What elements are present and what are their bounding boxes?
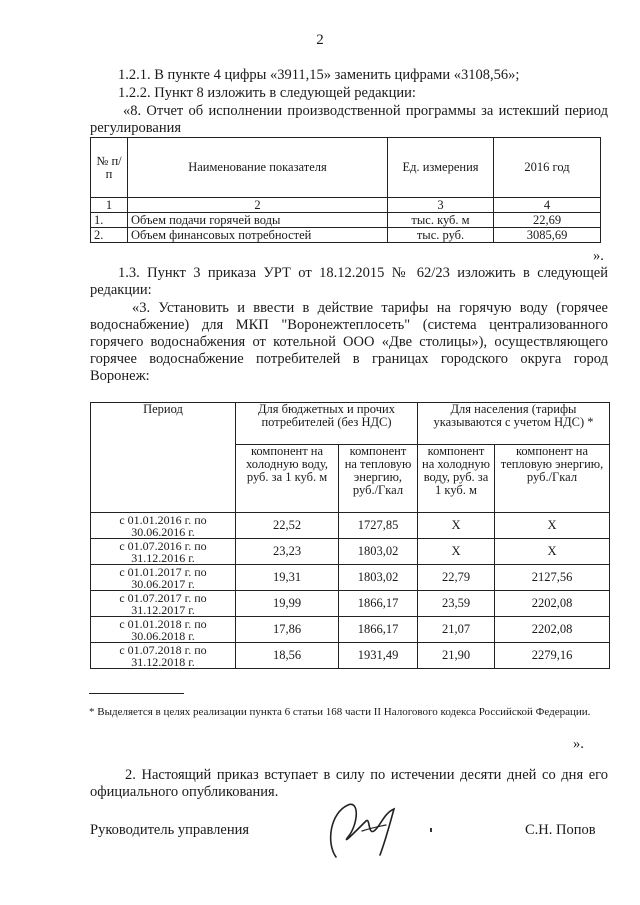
cell-cold-water-population: 23,59 — [418, 591, 495, 617]
cell-value: 22,69 — [494, 213, 601, 228]
clause-8-line-1: «8. Отчет об исполнении производственной программы за истекший период — [123, 103, 608, 119]
cell-cold-water-population: Х — [418, 513, 495, 539]
col-number-1: 1 — [91, 198, 128, 213]
col-number-4: 4 — [494, 198, 601, 213]
header-cold-water-budget: компонент на холодную воду, руб. за 1 куб. м — [236, 445, 339, 513]
cell-cold-water-budget: 19,99 — [236, 591, 339, 617]
cell-cold-water-budget: 18,56 — [236, 643, 339, 669]
clause-1-2-1: 1.2.1. В пункте 4 цифры «3911,15» заменить цифрами «3108,56»; — [118, 67, 520, 83]
cell-heat-energy-budget: 1803,02 — [339, 539, 418, 565]
cell-cold-water-budget: 23,23 — [236, 539, 339, 565]
header-population: Для населения (тарифы указываются с учетом НДС) * — [418, 403, 610, 445]
cell-cold-water-population: 22,79 — [418, 565, 495, 591]
cell-period: с 01.07.2017 г. по 31.12.2017 г. — [91, 591, 236, 617]
header-number: № п/п — [91, 138, 128, 198]
header-year: 2016 год — [494, 138, 601, 198]
cell-heat-energy-budget: 1727,85 — [339, 513, 418, 539]
clause-8-paragraph — [90, 103, 608, 137]
table-row — [91, 513, 610, 539]
cell-indicator: Объем финансовых потребностей — [128, 228, 388, 243]
tariff-header-row-1 — [91, 403, 610, 445]
signature-mark — [430, 828, 432, 832]
footnote-divider — [89, 693, 184, 694]
table-column-numbers-row — [91, 198, 601, 213]
cell-index: 1. — [91, 213, 128, 228]
clause-1-3-line-1: 1.3. Пункт 3 приказа УРТ от 18.12.2015 № 62/23 изложить в следующей — [118, 265, 608, 281]
clause-3-paragraph — [90, 300, 608, 385]
clause-3-line-2: водоснабжение) для МКП "Воронежтеплосеть" (система централизованного — [90, 317, 608, 333]
clause-8-line-2: регулирования — [90, 120, 182, 136]
col-number-2: 2 — [128, 198, 388, 213]
header-heat-energy-budget: компонент на тепловую энергию, руб./Гкал — [339, 445, 418, 513]
cell-cold-water-population: 21,07 — [418, 617, 495, 643]
cell-heat-energy-population: 2127,56 — [495, 565, 610, 591]
clause-3-line-1: «3. Установить и ввести в действие тарифы на горячую воду (горячее — [132, 300, 608, 316]
tariff-table — [90, 402, 610, 669]
cell-indicator: Объем подачи горячей воды — [128, 213, 388, 228]
table-row — [91, 617, 610, 643]
cell-heat-energy-population: 2202,08 — [495, 591, 610, 617]
cell-period: с 01.01.2018 г. по 30.06.2018 г. — [91, 617, 236, 643]
clause-1-3-line-2: редакции: — [90, 282, 152, 298]
header-heat-energy-population: компонент на тепловую энергию, руб./Гкал — [495, 445, 610, 513]
cell-cold-water-population: 21,90 — [418, 643, 495, 669]
table-header-row — [91, 138, 601, 198]
header-cold-water-population: компонент на холодную воду, руб. за 1 куб. м — [418, 445, 495, 513]
col-number-3: 3 — [388, 198, 494, 213]
cell-cold-water-budget: 17,86 — [236, 617, 339, 643]
table1-closing-quote: ». — [593, 248, 604, 264]
cell-unit: тыс. куб. м — [388, 213, 494, 228]
signatory-name: С.Н. Попов — [525, 822, 596, 838]
table-row — [91, 228, 601, 243]
production-program-table — [90, 137, 601, 243]
footnote: * Выделяется в целях реализации пункта 6 статьи 168 части II Налогового кодекса Российской Федерации. — [89, 706, 591, 718]
clause-3-line-5: Воронеж: — [90, 368, 150, 384]
cell-index: 2. — [91, 228, 128, 243]
clause-3-line-3: горячего водоснабжения от котельной ООО «Две столицы»), осуществляющего — [90, 334, 608, 350]
handwritten-signature — [318, 795, 418, 865]
table-row — [91, 643, 610, 669]
cell-period: с 01.07.2018 г. по 31.12.2018 г. — [91, 643, 236, 669]
clause-2-line-2: официального опубликования. — [90, 784, 279, 800]
header-indicator: Наименование показателя — [128, 138, 388, 198]
cell-cold-water-budget: 22,52 — [236, 513, 339, 539]
cell-heat-energy-population: 2202,08 — [495, 617, 610, 643]
clause-3-line-4: горячее водоснабжение потребителей в границах городского округа город — [90, 351, 608, 367]
header-budget-consumers: Для бюджетных и прочих потребителей (без НДС) — [236, 403, 418, 445]
clause-1-2-2: 1.2.2. Пункт 8 изложить в следующей редакции: — [118, 85, 416, 101]
cell-period: с 01.01.2016 г. по 30.06.2016 г. — [91, 513, 236, 539]
cell-cold-water-population: Х — [418, 539, 495, 565]
cell-heat-energy-budget: 1866,17 — [339, 591, 418, 617]
header-unit: Ед. измерения — [388, 138, 494, 198]
cell-heat-energy-budget: 1866,17 — [339, 617, 418, 643]
cell-heat-energy-budget: 1931,49 — [339, 643, 418, 669]
table-row — [91, 565, 610, 591]
signatory-position: Руководитель управления — [90, 822, 250, 838]
cell-heat-energy-budget: 1803,02 — [339, 565, 418, 591]
cell-cold-water-budget: 19,31 — [236, 565, 339, 591]
header-period: Период — [91, 403, 236, 513]
cell-unit: тыс. руб. — [388, 228, 494, 243]
clause-1-3-paragraph — [90, 265, 608, 299]
clause-2-line-1: 2. Настоящий приказ вступает в силу по истечении десяти дней со дня его — [125, 767, 608, 783]
footnote-closing-quote: ». — [573, 736, 584, 752]
table-row — [91, 213, 601, 228]
cell-value: 3085,69 — [494, 228, 601, 243]
cell-heat-energy-population: Х — [495, 539, 610, 565]
cell-heat-energy-population: Х — [495, 513, 610, 539]
table-row — [91, 591, 610, 617]
table-row — [91, 539, 610, 565]
page-number: 2 — [316, 32, 324, 48]
cell-period: с 01.01.2017 г. по 30.06.2017 г. — [91, 565, 236, 591]
cell-period: с 01.07.2016 г. по 31.12.2016 г. — [91, 539, 236, 565]
cell-heat-energy-population: 2279,16 — [495, 643, 610, 669]
